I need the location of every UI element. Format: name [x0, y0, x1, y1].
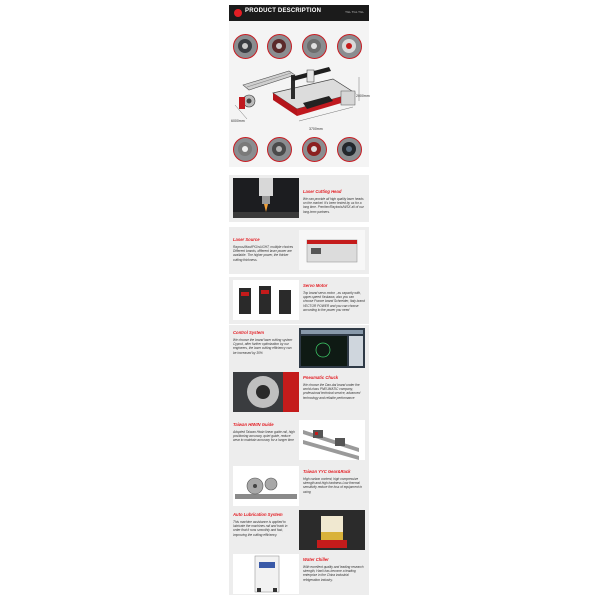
- feature-control-system: [229, 325, 369, 369]
- feature-pneumatic-chuck: [229, 369, 369, 417]
- length-dimension-label: 3700mm: [309, 127, 323, 131]
- detail-circle-image: [337, 34, 362, 59]
- feature-description: Top brand servo motor , as capacity with, upper-speed Yaskawa, also you can choose France brand Schneider, Italy brand VECTOR POWER and you can choose according to the power you need: [303, 291, 365, 312]
- feature-title: Laser Source: [233, 237, 260, 242]
- detail-circle-image: [267, 34, 292, 59]
- laser-cutting-machine-image: [233, 63, 365, 127]
- lubrication-pump-photo: [299, 510, 365, 550]
- pneumatic-chuck-photo: [233, 372, 299, 412]
- feature-title: Taiwan HIWIN Guide: [233, 422, 274, 427]
- water-chiller-photo: [233, 554, 299, 594]
- feature-servo-motor: [229, 277, 369, 324]
- feature-description: We choose the brand laser cutting system Cypcut, after further optimization by our engineers, the laser cutting efficiency can be increased by 30%: [233, 338, 293, 355]
- feature-laser-cutting-head: [229, 175, 369, 222]
- servo-motor-photo: [233, 280, 299, 320]
- header-bullet-icon: [234, 9, 242, 17]
- product-description-strip: [229, 5, 369, 595]
- width-dimension-label: 6000mm: [231, 119, 245, 123]
- detail-circle-image: [302, 34, 327, 59]
- feature-description: With excellent quality and leading research strength, Hanli has become a leading enterprise in the China industrial refrigeration industry.: [303, 565, 364, 582]
- detail-circle-image: [233, 34, 258, 59]
- feature-hiwin-guide: [229, 417, 369, 463]
- gear-rack-photo: [233, 466, 299, 506]
- height-dimension-label: 2000mm: [356, 94, 370, 98]
- feature-title: Servo Motor: [303, 283, 328, 288]
- feature-description: This machine assistance is applied to lubricate the machines rail and track in order that it runs smoothly and fast, improving the cutting efficiency.: [233, 520, 288, 537]
- product-overview: [229, 21, 369, 167]
- detail-circle-image: [233, 137, 258, 162]
- feature-title: Water Chiller: [303, 557, 329, 562]
- feature-title: Pneumatic Chuck: [303, 375, 339, 380]
- section-title: PRODUCT DESCRIPTION: [245, 8, 322, 14]
- feature-title: Auto Lubrication System: [233, 512, 283, 517]
- feature-title: Laser Cutting Head: [303, 189, 342, 194]
- feature-auto-lubrication: [229, 507, 369, 553]
- feature-description: We can provide all high quality laser heads on the market. It's been tested by us for a long time. Precitec/Raytools/WSX all of our long-term partners.: [303, 197, 364, 214]
- feature-description: High carbon content, high compressive strength and high hardness Low thermal sensitivity reduce the loss of equipment in using: [303, 477, 362, 494]
- detail-circle-image: [302, 137, 327, 162]
- feature-water-chiller: [229, 553, 369, 595]
- feature-description: We choose the Dan-dai brand under the world-class PNEUMATIC company, professional technical service, advanced technology and reliable performance: [303, 383, 361, 400]
- section-header: [229, 5, 369, 21]
- control-software-screenshot: [299, 328, 365, 368]
- header-tag: TGL TGL TGL: [345, 10, 364, 14]
- detail-circle-image: [337, 137, 362, 162]
- linear-guide-photo: [299, 420, 365, 460]
- detail-circle-image: [267, 137, 292, 162]
- feature-description: Raycus/Max/IPG/nLIGHT, multiple choices Different brands, different laser power are available. The higher power, the thicker cutting thickness.: [233, 245, 294, 262]
- feature-title: Control System: [233, 330, 264, 335]
- laser-head-photo: [233, 178, 299, 218]
- feature-description: Adopted Taiwan Hiwin linear guide rail, high positioning accuracy, quiet guide, reduce wear to maintain accuracy for a longer time: [233, 430, 295, 443]
- laser-source-photo: [299, 230, 365, 270]
- feature-title: Taiwan YYC Gear&Rack: [303, 469, 351, 474]
- feature-laser-source: [229, 227, 369, 274]
- feature-gear-rack: [229, 463, 369, 507]
